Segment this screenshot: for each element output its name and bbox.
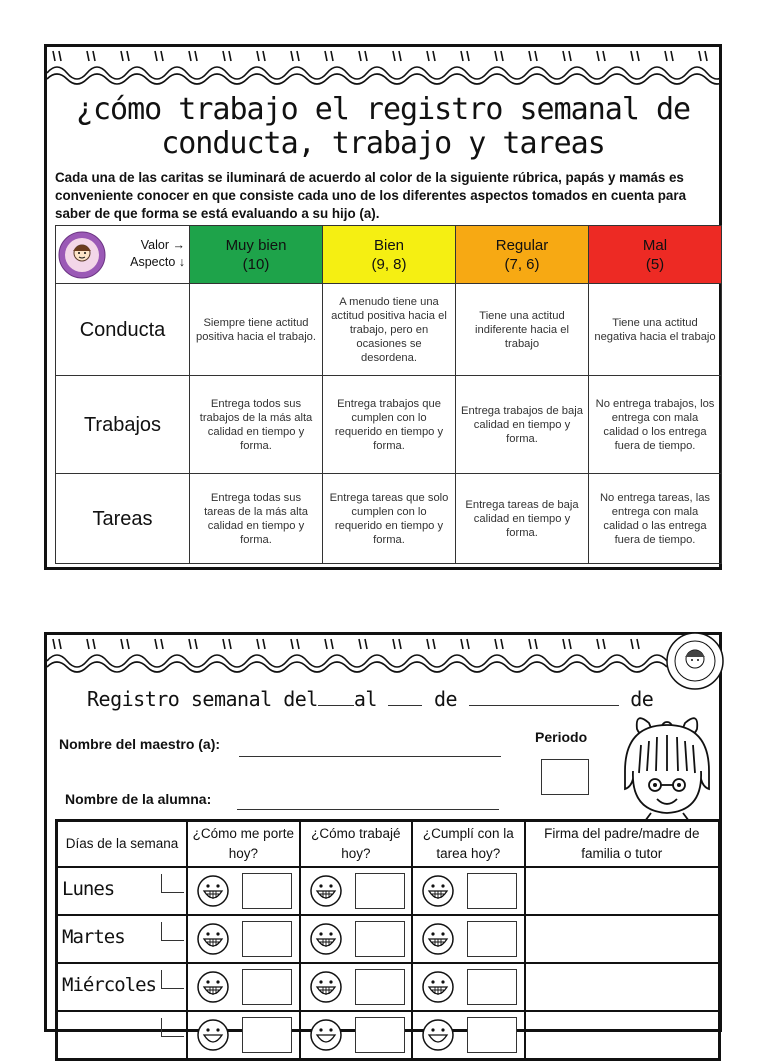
header-tarea: ¿Cumplí con la tarea hoy? bbox=[412, 821, 525, 868]
header-conducta: ¿Cómo me porte hoy? bbox=[187, 821, 300, 868]
firma-cell[interactable] bbox=[525, 867, 720, 915]
weekly-record-table bbox=[55, 819, 721, 1061]
score-box[interactable] bbox=[467, 1017, 517, 1053]
conducta-cell bbox=[187, 915, 300, 963]
tarea-cell bbox=[412, 915, 525, 963]
conducta-cell bbox=[187, 963, 300, 1011]
firma-cell[interactable] bbox=[525, 1011, 720, 1060]
connector-line bbox=[161, 970, 184, 989]
connector-line bbox=[161, 922, 184, 941]
smiley-face-icon[interactable] bbox=[196, 922, 230, 956]
maestro-name-field[interactable] bbox=[239, 756, 501, 757]
weekly-record-heading: Registro semanal del al de de bbox=[87, 687, 654, 711]
aspect-conducta: Conducta bbox=[56, 284, 190, 376]
table-row bbox=[57, 867, 720, 915]
alumna-label: Nombre de la alumna: bbox=[65, 791, 212, 807]
smiley-face-icon[interactable] bbox=[196, 1018, 230, 1052]
score-box[interactable] bbox=[355, 969, 405, 1005]
rubric-table bbox=[55, 225, 722, 564]
page-title-line1: ¿cómo trabajo el registro semanal de bbox=[75, 92, 691, 127]
day-cell bbox=[57, 915, 188, 963]
table-row bbox=[57, 1011, 720, 1060]
table-row bbox=[57, 915, 720, 963]
rubric-cell: Tiene una actitud indiferente hacia el trabajo bbox=[456, 284, 589, 376]
periodo-box[interactable] bbox=[541, 759, 589, 795]
score-box[interactable] bbox=[242, 1017, 292, 1053]
header-firma: Firma del padre/madre de familia o tutor bbox=[525, 821, 720, 868]
alumna-name-field[interactable] bbox=[237, 809, 499, 810]
rubric-cell: A menudo tiene una actitud positiva hacia el trabajo, pero en ocasiones se desordena. bbox=[323, 284, 456, 376]
firma-cell[interactable] bbox=[525, 963, 720, 1011]
level-header-regular: Regular (7, 6) bbox=[456, 226, 589, 284]
valor-label: Valor → bbox=[140, 237, 185, 252]
rubric-cell: Entrega trabajos de baja calidad en tiempo y forma. bbox=[456, 376, 589, 474]
wavy-border-decoration bbox=[47, 47, 719, 87]
conducta-cell bbox=[187, 867, 300, 915]
trabajo-cell bbox=[300, 963, 413, 1011]
teacher-logo-icon bbox=[665, 631, 725, 691]
smiley-face-icon[interactable] bbox=[421, 970, 455, 1004]
day-label: Miércoles bbox=[62, 974, 156, 996]
header-dias: Días de la semana bbox=[57, 821, 188, 868]
tarea-cell bbox=[412, 1011, 525, 1060]
day-cell bbox=[57, 963, 188, 1011]
rubric-cell: Entrega todas sus tareas de la más alta calidad en tiempo y forma. bbox=[190, 474, 323, 564]
smiley-face-icon[interactable] bbox=[196, 970, 230, 1004]
level-header-muy-bien: Muy bien (10) bbox=[190, 226, 323, 284]
score-box[interactable] bbox=[467, 969, 517, 1005]
smiley-face-icon[interactable] bbox=[421, 1018, 455, 1052]
smiley-face-icon[interactable] bbox=[421, 922, 455, 956]
score-box[interactable] bbox=[242, 969, 292, 1005]
rubric-card bbox=[44, 44, 722, 570]
connector-line bbox=[161, 874, 184, 893]
rubric-cell: Siempre tiene actitud positiva hacia el trabajo. bbox=[190, 284, 323, 376]
trabajo-cell bbox=[300, 867, 413, 915]
score-box[interactable] bbox=[467, 921, 517, 957]
smiley-face-icon[interactable] bbox=[309, 922, 343, 956]
trabajo-cell bbox=[300, 915, 413, 963]
rubric-cell: No entrega trabajos, los entrega con mala calidad o los entrega fuera de tiempo. bbox=[589, 376, 722, 474]
rubric-cell: Entrega todos sus trabajos de la más alta calidad en tiempo y forma. bbox=[190, 376, 323, 474]
rubric-corner-cell bbox=[56, 226, 190, 284]
score-box[interactable] bbox=[467, 873, 517, 909]
smiley-face-icon[interactable] bbox=[309, 874, 343, 908]
day-cell bbox=[57, 867, 188, 915]
firma-cell[interactable] bbox=[525, 915, 720, 963]
smiley-face-icon[interactable] bbox=[421, 874, 455, 908]
day-label: Lunes bbox=[62, 878, 115, 900]
periodo-label: Periodo bbox=[535, 729, 588, 745]
smiley-face-icon[interactable] bbox=[196, 874, 230, 908]
aspecto-label: Aspecto ↓ bbox=[130, 254, 185, 269]
day-label: Martes bbox=[62, 926, 125, 948]
trabajo-cell bbox=[300, 1011, 413, 1060]
rubric-cell: Entrega tareas que solo cumplen con lo requerido en tiempo y forma. bbox=[323, 474, 456, 564]
table-row bbox=[57, 963, 720, 1011]
aspect-tareas: Tareas bbox=[56, 474, 190, 564]
intro-paragraph: Cada una de las caritas se iluminará de acuerdo al color de la siguiente rúbrica, papás y mamás es conveniente conocer en que consiste cada uno de los diferentes aspectos tomados en cuenta para saber de que forma se está evaluando a su hijo (a). bbox=[55, 170, 687, 221]
aspect-trabajos: Trabajos bbox=[56, 376, 190, 474]
conducta-cell bbox=[187, 1011, 300, 1060]
weekly-record-card bbox=[44, 632, 722, 1032]
score-box[interactable] bbox=[355, 873, 405, 909]
score-box[interactable] bbox=[355, 921, 405, 957]
rubric-cell: No entrega tareas, las entrega con mala calidad o las entrega fuera de tiempo. bbox=[589, 474, 722, 564]
rubric-cell: Entrega trabajos que cumplen con lo requerido en tiempo y forma. bbox=[323, 376, 456, 474]
page-title-line2: conducta, trabajo y tareas bbox=[161, 126, 605, 161]
tarea-cell bbox=[412, 867, 525, 915]
day-cell bbox=[57, 1011, 188, 1060]
wavy-border-decoration bbox=[47, 635, 719, 675]
score-box[interactable] bbox=[355, 1017, 405, 1053]
tarea-cell bbox=[412, 963, 525, 1011]
rubric-cell: Entrega tareas de baja calidad en tiempo y forma. bbox=[456, 474, 589, 564]
smiley-face-icon[interactable] bbox=[309, 970, 343, 1004]
header-trabajo: ¿Cómo trabajé hoy? bbox=[300, 821, 413, 868]
maestro-label: Nombre del maestro (a): bbox=[59, 736, 221, 752]
connector-line bbox=[161, 1018, 184, 1037]
smiley-face-icon[interactable] bbox=[309, 1018, 343, 1052]
girl-cartoon-icon bbox=[611, 705, 723, 821]
score-box[interactable] bbox=[242, 921, 292, 957]
score-box[interactable] bbox=[242, 873, 292, 909]
rubric-cell: Tiene una actitud negativa hacia el trabajo bbox=[589, 284, 722, 376]
level-header-bien: Bien (9, 8) bbox=[323, 226, 456, 284]
teacher-logo-icon bbox=[58, 231, 106, 279]
level-header-mal: Mal (5) bbox=[589, 226, 722, 284]
